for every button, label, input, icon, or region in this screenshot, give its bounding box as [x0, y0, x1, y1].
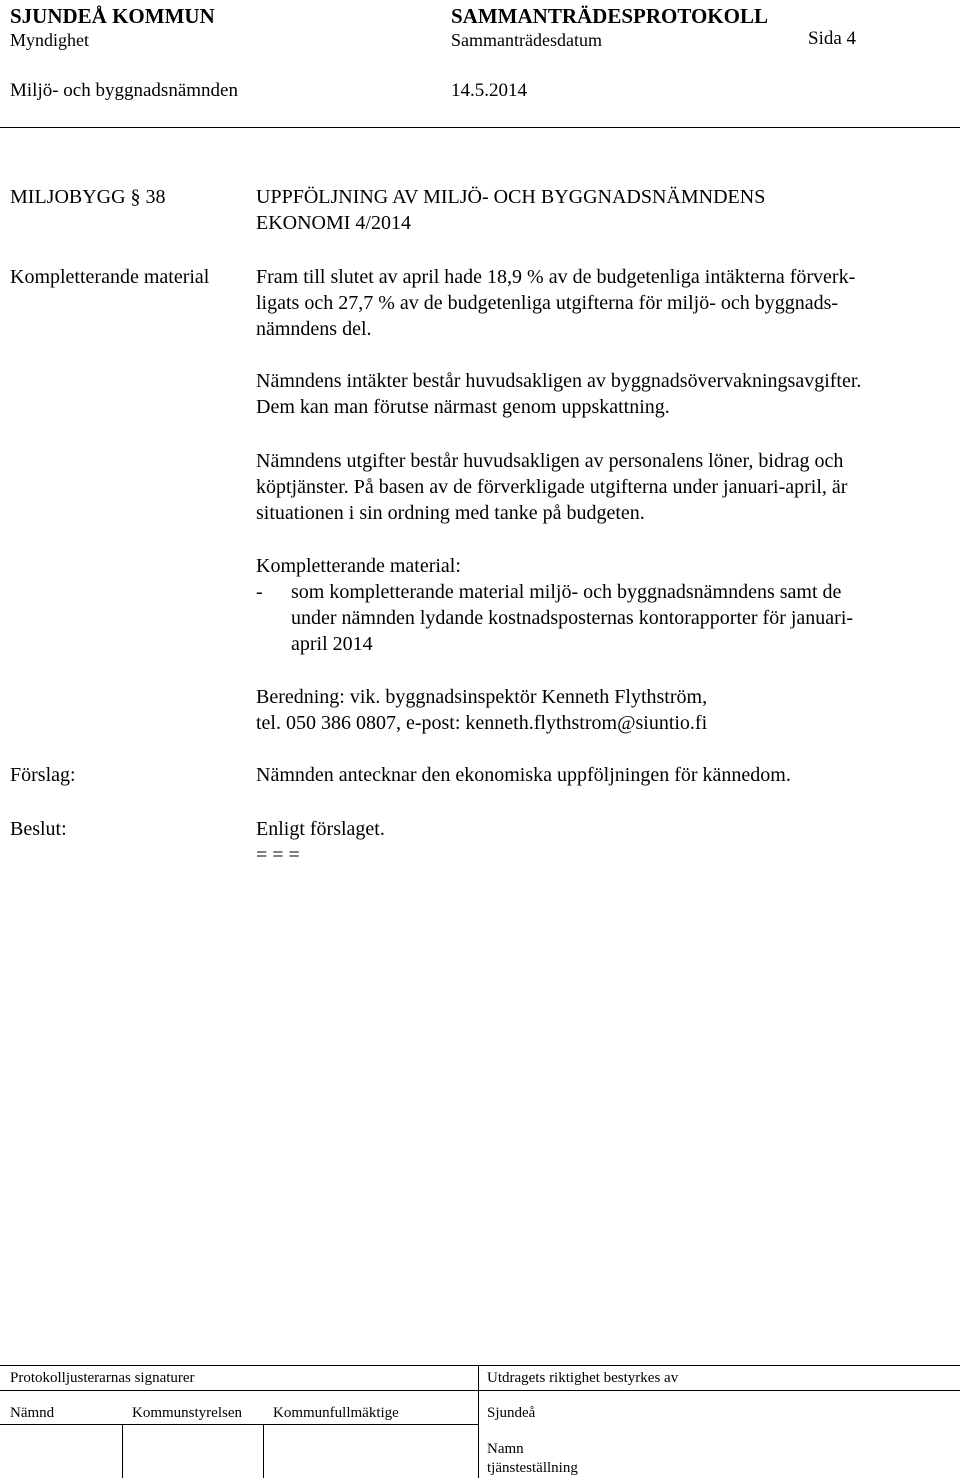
- material-bullet: -: [256, 581, 263, 603]
- header-divider: [0, 127, 960, 128]
- proposal-label: Förslag:: [10, 764, 76, 786]
- footer-col-council: Kommunfullmäktige: [273, 1405, 399, 1421]
- footer-col-board: Nämnd: [10, 1405, 55, 1421]
- proposal-text: Nämnden antecknar den ekonomiska uppföljningen för kännedom.: [256, 764, 791, 786]
- footer-mid-rule: [0, 1390, 960, 1391]
- meeting-date: 14.5.2014: [451, 80, 527, 101]
- footer-place: Sjundeå: [487, 1405, 536, 1421]
- page-number: Sida 4: [808, 28, 857, 49]
- signatures-label: Protokolljusterarnas signaturer: [10, 1370, 195, 1386]
- material-line-1: som kompletterande material miljö- och byggnadsnämndens samt de: [291, 581, 842, 603]
- footer-center-divider: [478, 1365, 479, 1478]
- paragraph-3-line-2: köptjänster. På basen av de förverkligade utgifterna under januari-april, är: [256, 476, 848, 498]
- item-code: MILJOBYGG § 38: [10, 186, 166, 208]
- section-label: Kompletterande material: [10, 266, 210, 288]
- decision-label: Beslut:: [10, 818, 67, 840]
- footer-position-label: tjänsteställning: [487, 1460, 578, 1476]
- footer-cols-rule: [0, 1424, 478, 1425]
- end-mark: = = =: [256, 844, 300, 866]
- paragraph-3-line-3: situationen i sin ordning med tanke på budgeten.: [256, 502, 645, 524]
- authority-label: Myndighet: [10, 30, 89, 50]
- paragraph-2-line-2: Dem kan man förutse närmast genom uppskattning.: [256, 396, 670, 418]
- paragraph-3-line-1: Nämndens utgifter består huvudsakligen av personalens löner, bidrag och: [256, 450, 844, 472]
- decision-text: Enligt förslaget.: [256, 818, 385, 840]
- item-title-line-1: UPPFÖLJNING AV MILJÖ- OCH BYGGNADSNÄMNDENS: [256, 186, 766, 208]
- authority-name: Miljö- och byggnadsnämnden: [10, 80, 238, 101]
- document-type: SAMMANTRÄDESPROTOKOLL: [451, 4, 768, 28]
- footer-name-label: Namn: [487, 1441, 524, 1457]
- paragraph-1-line-3: nämndens del.: [256, 318, 372, 340]
- footer-col-executive: Kommunstyrelsen: [132, 1405, 242, 1421]
- paragraph-2-line-1: Nämndens intäkter består huvudsakligen av byggnadsövervakningsavgifter.: [256, 370, 862, 392]
- footer-top-rule: [0, 1365, 960, 1366]
- item-title-line-2: EKONOMI 4/2014: [256, 212, 411, 234]
- footer-col-divider-2: [263, 1424, 264, 1478]
- paragraph-1-line-2: ligats och 27,7 % av de budgetenliga utgifterna för miljö- och byggnads-: [256, 292, 839, 314]
- preparation-line-1: Beredning: vik. byggnadsinspektör Kenneth Flythström,: [256, 686, 708, 708]
- footer-col-divider-1: [122, 1424, 123, 1478]
- paragraph-1-line-1: Fram till slutet av april hade 18,9 % av de budgetenliga intäkterna förverk-: [256, 266, 856, 288]
- org-name: SJUNDEÅ KOMMUN: [10, 4, 215, 28]
- material-line-3: april 2014: [291, 633, 373, 655]
- material-line-2: under nämnden lydande kostnadsposternas kontorapporter för januari-: [291, 607, 854, 629]
- material-heading: Kompletterande material:: [256, 555, 461, 577]
- preparation-line-2: tel. 050 386 0807, e-post: kenneth.flythstrom@siuntio.fi: [256, 712, 708, 734]
- certify-label: Utdragets riktighet bestyrkes av: [487, 1370, 679, 1386]
- meeting-date-label: Sammanträdesdatum: [451, 30, 602, 50]
